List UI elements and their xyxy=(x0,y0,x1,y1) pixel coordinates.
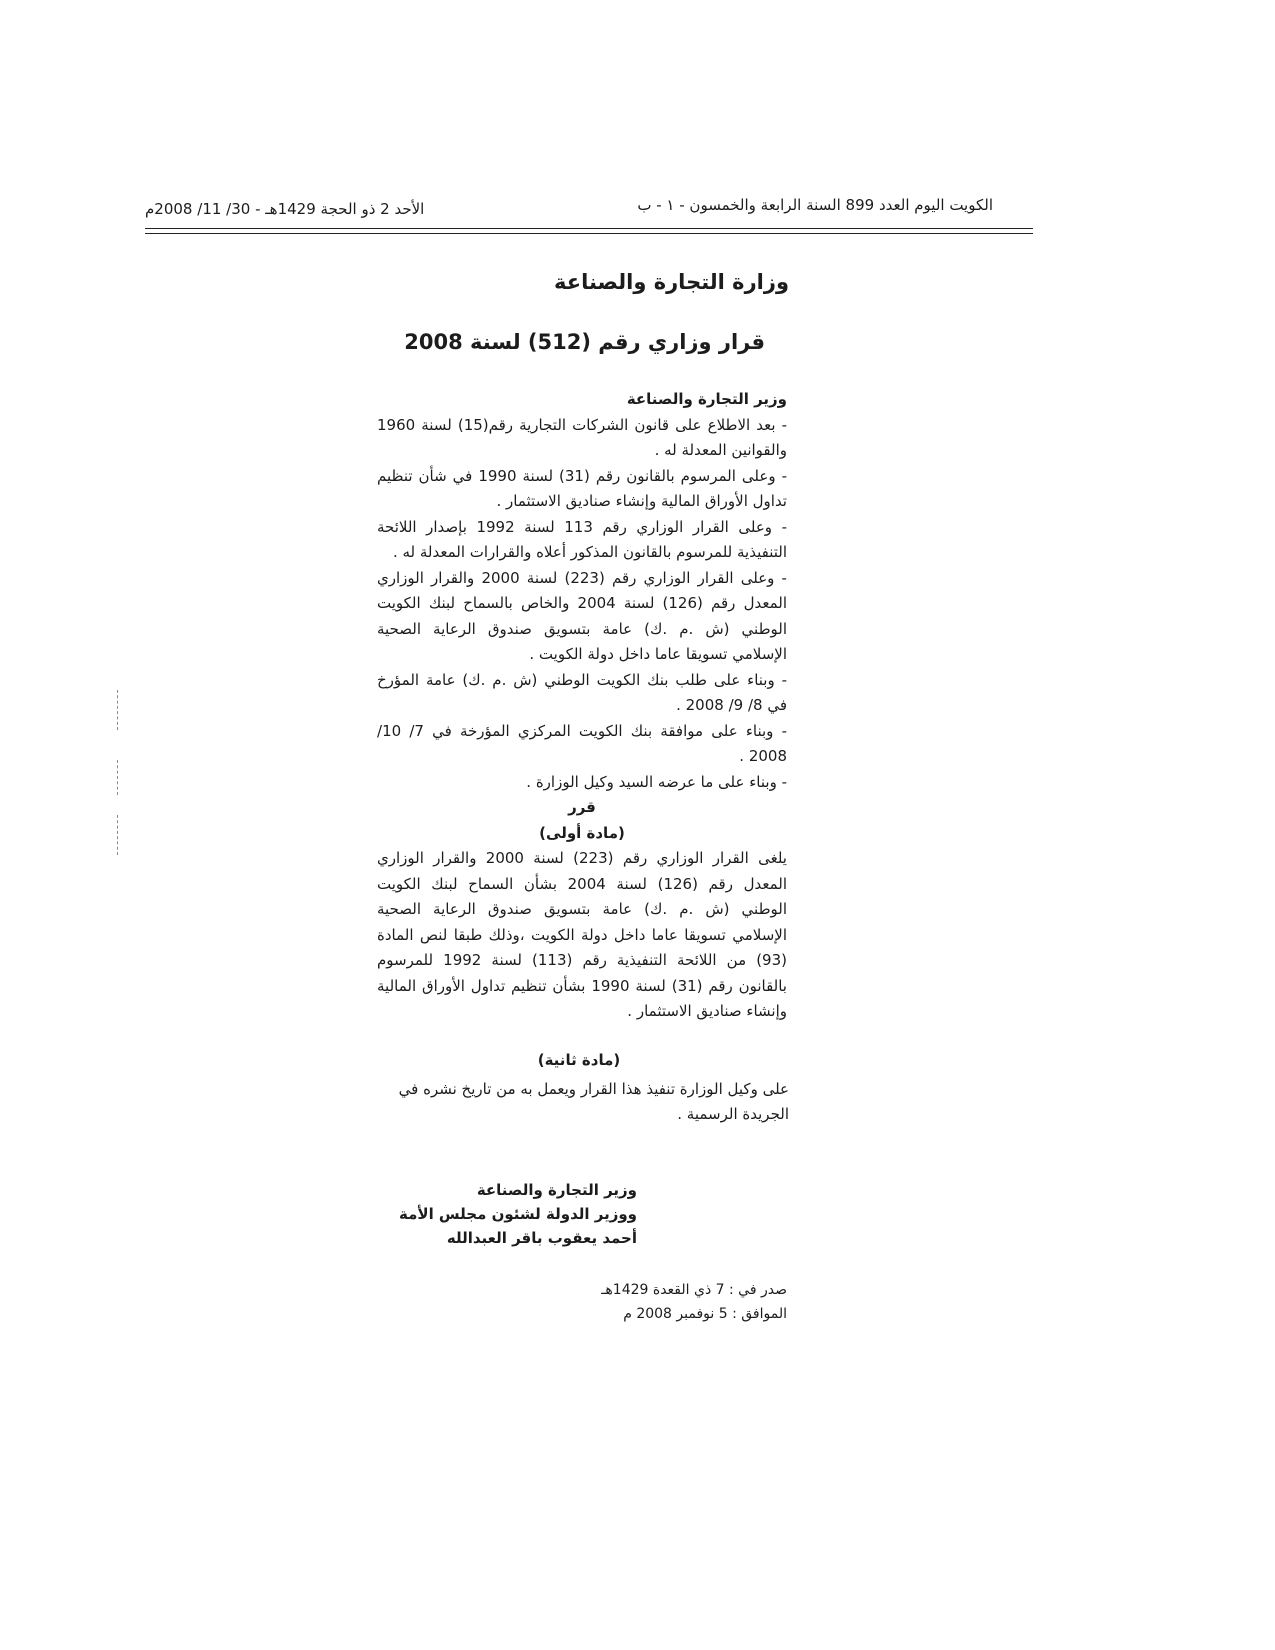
minister-heading: وزير التجارة والصناعة xyxy=(626,390,787,408)
preamble-item: - وعلى القرار الوزاري رقم 113 لسنة 1992 بإصدار اللائحة التنفيذية للمرسوم بالقانون المذكور أعلاه والقرارات المعدلة له . xyxy=(377,517,788,561)
article1-title: (مادة أولى) xyxy=(539,823,625,842)
issue-date-gregorian: الموافق : 5 نوفمبر 2008 م xyxy=(623,1306,787,1322)
scan-mark xyxy=(117,690,118,730)
scan-mark xyxy=(117,760,118,795)
header-issue-info: الكويت اليوم العدد 899 السنة الرابعة والخمسون - ١ - ب xyxy=(637,196,993,214)
ministry-heading: وزارة التجارة والصناعة xyxy=(554,270,789,294)
issue-date-block xyxy=(601,1278,787,1326)
header-divider-thin xyxy=(145,233,1033,234)
signature-title: وزير التجارة والصناعة xyxy=(476,1181,637,1199)
decree-body xyxy=(377,387,787,1025)
preamble-item: - بعد الاطلاع على قانون الشركات التجارية رقم(15) لسنة 1960 والقوانين المعدلة له . xyxy=(377,415,787,459)
article2-text: على وكيل الوزارة تنفيذ هذا القرار ويعمل به من تاريخ نشره في الجريدة الرسمية . xyxy=(398,1080,789,1123)
signature-block xyxy=(399,1178,637,1250)
decree-title: قرار وزاري رقم (512) لسنة 2008 xyxy=(404,330,765,354)
issue-date-hijri: صدر في : 7 ذي القعدة 1429هـ xyxy=(601,1282,787,1298)
preamble-item: - وبناء على طلب بنك الكويت الوطني (ش .م .ك) عامة المؤرخ في 8/ 9/ 2008 . xyxy=(377,670,787,714)
article2-title: (مادة ثانية) xyxy=(537,1051,621,1069)
scan-mark xyxy=(117,815,118,855)
preamble-item: - وبناء على ما عرضه السيد وكيل الوزارة . xyxy=(526,772,787,791)
header-date: الأحد 2 ذو الحجة 1429هـ - 30/ 11/ 2008م xyxy=(145,200,425,218)
article2 xyxy=(369,1048,789,1127)
decided-heading: قرر xyxy=(568,798,596,816)
article1-text: يلغى القرار الوزاري رقم (223) لسنة 2000 والقرار الوزاري المعدل رقم (126) لسنة 2004 بشأن السماح لبنك الكويت الوطني (ش .م .ك) عامة بتسويق صندوق الرعاية الصحية الإسلامي تسويقا عاما داخل دولة الكويت ،وذلك طبقا لنص المادة (93) من اللائحة التنفيذية رقم (113) لسنة 1992 للمرسوم بالقانون رقم (31) لسنة 1990 بشأن تنظيم تداول الأوراق المالية وإنشاء صناديق الاستثمار . xyxy=(377,849,787,1020)
header-divider xyxy=(145,228,1033,229)
preamble-item: - وعلى المرسوم بالقانون رقم (31) لسنة 1990 في شأن تنظيم تداول الأوراق المالية وإنشاء صناديق الاستثمار . xyxy=(377,466,787,510)
preamble-item: - وعلى القرار الوزاري رقم (223) لسنة 2000 والقرار الوزاري المعدل رقم (126) لسنة 2004 والخاص بالسماح لبنك الكويت الوطني (ش .م .ك) عامة بتسويق صندوق الرعاية الصحية الإسلامي تسويقا عاما داخل دولة الكويت . xyxy=(377,568,787,663)
signature-name: أحمد يعقوب باقر العبدالله xyxy=(446,1229,637,1247)
signature-title-2: ووزير الدولة لشئون مجلس الأمة xyxy=(399,1205,637,1223)
preamble-item: - وبناء على موافقة بنك الكويت المركزي المؤرخة في 7/ 10/ 2008 . xyxy=(377,721,787,765)
